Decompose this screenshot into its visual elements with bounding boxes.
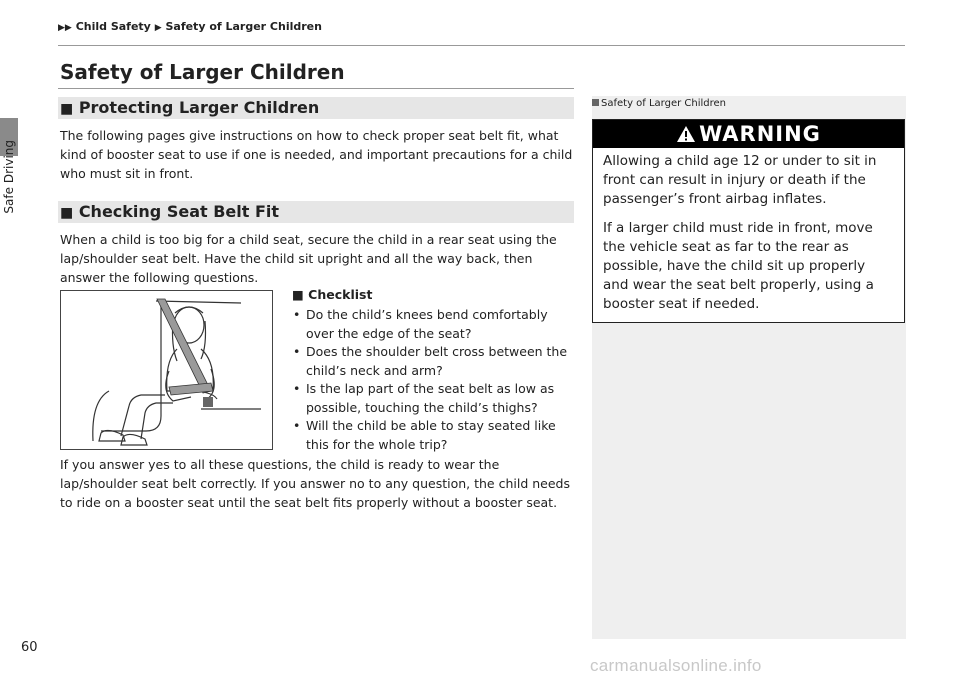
triangle-right-icon: ▶	[154, 23, 162, 33]
breadcrumb	[58, 20, 322, 33]
checklist-heading: ■ Checklist	[292, 287, 373, 302]
list-item: • Does the shoulder belt cross between the child’s neck and arm?	[292, 343, 577, 380]
child-seat-belt-illustration	[60, 290, 273, 450]
triangle-right-icon: ▶▶	[58, 23, 72, 33]
warning-paragraph: If a larger child must ride in front, move the vehicle seat as far to the rear as possible, have the child sit up properly and wear the seat belt properly, using a booster seat if needed.	[603, 220, 874, 312]
watermark: carmanualsonline.info	[590, 656, 762, 675]
breadcrumb-item-child-safety[interactable]: Child Safety	[75, 20, 151, 33]
fit-paragraph: When a child is too big for a child seat, secure the child in a rear seat using the lap/shoulder seat belt. Have the child sit upright and all the way back, then answer the following questions.	[60, 232, 557, 285]
warning-paragraph: Allowing a child age 12 or under to sit in front can result in injury or death if the passenger’s front airbag inflates.	[603, 153, 877, 207]
warning-header: WARNING	[593, 120, 904, 148]
section-heading-protecting: ■ Protecting Larger Children	[58, 97, 574, 119]
square-bullet-icon: ■	[60, 101, 74, 117]
conclusion-paragraph: If you answer yes to all these questions, the child is ready to wear the lap/shoulder seat belt correctly. If you answer no to any question, the child needs to ride on a booster seat until the seat belt fits properly without a booster seat.	[60, 457, 570, 510]
child-in-seat-icon	[61, 291, 272, 449]
warning-triangle-icon	[676, 125, 696, 143]
warning-box	[592, 119, 905, 323]
checklist	[292, 306, 577, 454]
list-item: • Will the child be able to stay seated like this for the whole trip?	[292, 417, 577, 454]
sidebar-caption: Safety of Larger Children	[592, 98, 726, 109]
section-tab-label: Safe Driving	[2, 140, 16, 214]
header-divider	[58, 45, 905, 46]
list-item: • Is the lap part of the seat belt as low as possible, touching the child’s thighs?	[292, 380, 577, 417]
page-title: Safety of Larger Children	[60, 60, 345, 84]
title-divider	[58, 88, 574, 89]
intro-paragraph: The following pages give instructions on how to check proper seat belt fit, what kind of booster seat to use if one is needed, and important precautions for a child who must sit in front.	[60, 128, 573, 181]
note-marker-icon	[592, 99, 599, 106]
page-number: 60	[21, 640, 38, 655]
square-bullet-icon: ■	[292, 287, 304, 302]
list-item: • Do the child’s knees bend comfortably over the edge of the seat?	[292, 306, 577, 343]
breadcrumb-item-current[interactable]: Safety of Larger Children	[165, 20, 322, 33]
section-heading-checking: ■ Checking Seat Belt Fit	[58, 201, 574, 223]
square-bullet-icon: ■	[60, 205, 74, 221]
